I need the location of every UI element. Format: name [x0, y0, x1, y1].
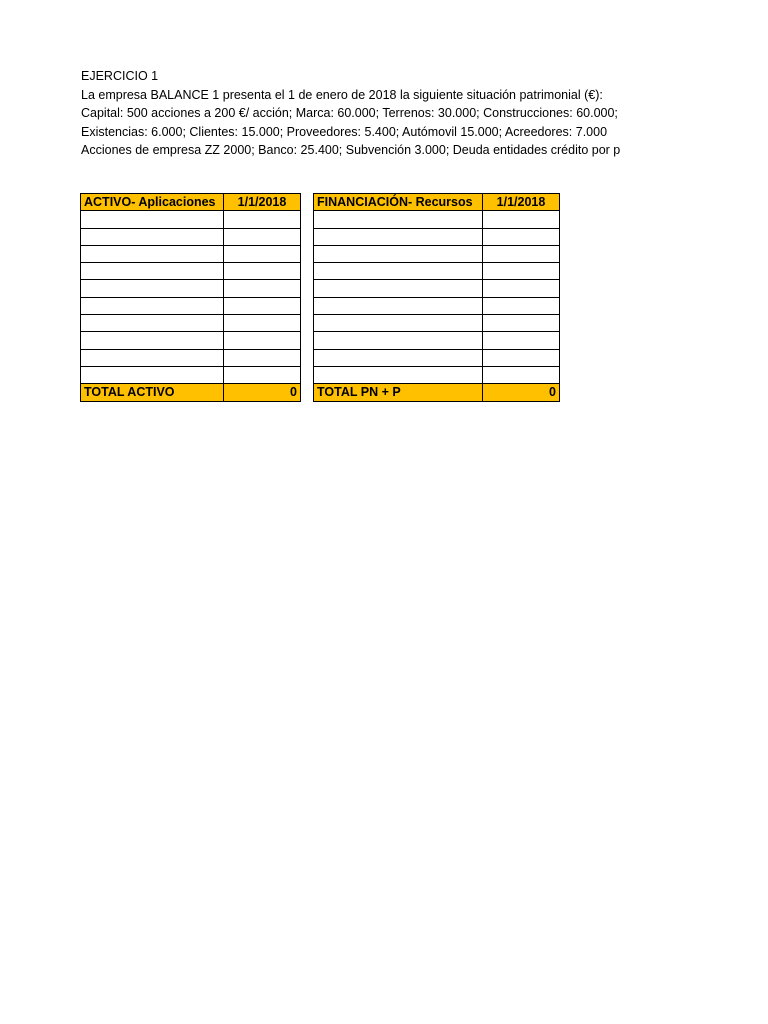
table-row: [81, 280, 301, 297]
amount-cell[interactable]: [224, 315, 301, 332]
statement-line: Capital: 500 acciones a 200 €/ acción; Marca: 60.000; Terrenos: 30.000; Construcciones: 60.000;: [81, 106, 618, 121]
amount-cell[interactable]: [483, 332, 560, 349]
exercise-statement: [81, 67, 635, 160]
activo-header-label[interactable]: ACTIVO- Aplicaciones: [81, 194, 224, 211]
concept-cell[interactable]: [314, 228, 483, 245]
amount-cell[interactable]: [224, 297, 301, 314]
table-row: [314, 211, 560, 228]
statement-line: Existencias: 6.000; Clientes: 15.000; Proveedores: 5.400; Autómovil 15.000; Acreedores: 7.000: [81, 124, 608, 139]
financiacion-header-row: [314, 194, 560, 211]
table-row: [81, 211, 301, 228]
amount-cell[interactable]: [224, 245, 301, 262]
concept-cell[interactable]: [81, 280, 224, 297]
financiacion-total-row: [314, 384, 560, 401]
table-row: [81, 263, 301, 280]
statement-line: La empresa BALANCE 1 presenta el 1 de enero de 2018 la siguiente situación patrimonial (€):: [81, 87, 603, 102]
financiacion-header-label[interactable]: FINANCIACIÓN- Recursos: [314, 194, 483, 211]
financiacion-total-label[interactable]: TOTAL PN + P: [314, 384, 483, 401]
concept-cell[interactable]: [81, 245, 224, 262]
table-row: [81, 297, 301, 314]
table-row: [314, 245, 560, 262]
amount-cell[interactable]: [483, 263, 560, 280]
concept-cell[interactable]: [81, 297, 224, 314]
concept-cell[interactable]: [314, 315, 483, 332]
concept-cell[interactable]: [314, 245, 483, 262]
table-row: [314, 332, 560, 349]
amount-cell[interactable]: [483, 228, 560, 245]
amount-cell[interactable]: [224, 263, 301, 280]
concept-cell[interactable]: [314, 332, 483, 349]
table-row: [314, 349, 560, 366]
activo-total-row: [81, 384, 301, 401]
table-row: [314, 297, 560, 314]
amount-cell[interactable]: [224, 366, 301, 383]
amount-cell[interactable]: [224, 228, 301, 245]
financiacion-header-date[interactable]: 1/1/2018: [483, 194, 560, 211]
concept-cell[interactable]: [81, 349, 224, 366]
amount-cell[interactable]: [483, 349, 560, 366]
table-row: [81, 245, 301, 262]
amount-cell[interactable]: [224, 280, 301, 297]
concept-cell[interactable]: [314, 349, 483, 366]
concept-cell[interactable]: [314, 297, 483, 314]
concept-cell[interactable]: [314, 263, 483, 280]
amount-cell[interactable]: [483, 211, 560, 228]
table-row: [314, 280, 560, 297]
table-row: [81, 349, 301, 366]
concept-cell[interactable]: [81, 366, 224, 383]
activo-total-value[interactable]: 0: [224, 384, 301, 401]
concept-cell[interactable]: [81, 228, 224, 245]
amount-cell[interactable]: [483, 297, 560, 314]
concept-cell[interactable]: [81, 211, 224, 228]
amount-cell[interactable]: [224, 332, 301, 349]
table-row: [81, 366, 301, 383]
amount-cell[interactable]: [224, 211, 301, 228]
amount-cell[interactable]: [224, 349, 301, 366]
financiacion-table: [313, 193, 560, 402]
financiacion-total-value[interactable]: 0: [483, 384, 560, 401]
statement-line: Acciones de empresa ZZ 2000; Banco: 25.400; Subvención 3.000; Deuda entidades crédito por p: [81, 143, 621, 158]
table-row: [81, 315, 301, 332]
table-row: [81, 332, 301, 349]
table-row: [314, 228, 560, 245]
table-row: [314, 263, 560, 280]
concept-cell[interactable]: [314, 366, 483, 383]
activo-header-date[interactable]: 1/1/2018: [224, 194, 301, 211]
table-row: [81, 228, 301, 245]
amount-cell[interactable]: [483, 280, 560, 297]
activo-rows: [81, 211, 301, 384]
amount-cell[interactable]: [483, 366, 560, 383]
amount-cell[interactable]: [483, 245, 560, 262]
concept-cell[interactable]: [314, 211, 483, 228]
amount-cell[interactable]: [483, 315, 560, 332]
financiacion-rows: [314, 211, 560, 384]
table-row: [314, 366, 560, 383]
activo-table: [80, 193, 301, 402]
table-row: [314, 315, 560, 332]
concept-cell[interactable]: [81, 332, 224, 349]
exercise-title: EJERCICIO 1: [81, 69, 159, 83]
activo-header-row: [81, 194, 301, 211]
activo-total-label[interactable]: TOTAL ACTIVO: [81, 384, 224, 401]
concept-cell[interactable]: [81, 263, 224, 280]
concept-cell[interactable]: [81, 315, 224, 332]
concept-cell[interactable]: [314, 280, 483, 297]
